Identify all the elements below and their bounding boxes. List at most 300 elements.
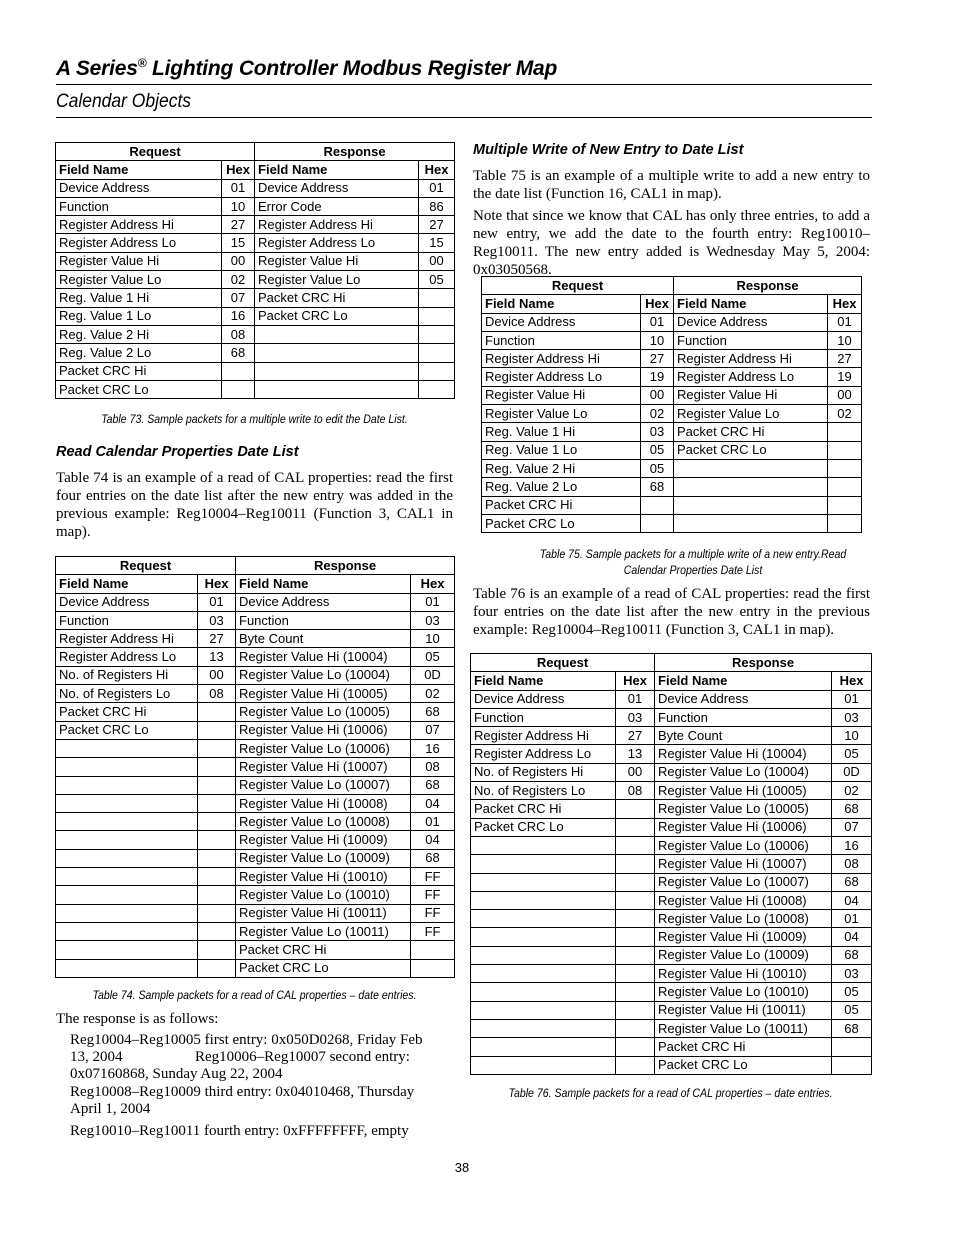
response-field-cell bbox=[255, 344, 419, 362]
table-row bbox=[56, 904, 455, 922]
response-header: Response bbox=[655, 654, 872, 672]
response-hex-cell: 01 bbox=[411, 813, 455, 831]
response-field-cell: Register Value Hi (10009) bbox=[655, 928, 832, 946]
request-hex-cell: 27 bbox=[198, 630, 236, 648]
table-row bbox=[56, 941, 455, 959]
response-hex-cell bbox=[419, 289, 455, 307]
response-field-cell: Byte Count bbox=[655, 727, 832, 745]
table-row bbox=[471, 800, 872, 818]
request-field-cell bbox=[471, 1056, 616, 1074]
response-line-3: Reg10010–Reg10011 fourth entry: 0xFFFFFFFF, empty bbox=[70, 1123, 409, 1139]
response-hex-cell: 02 bbox=[411, 685, 455, 703]
request-field-cell: Register Address Hi bbox=[56, 216, 222, 234]
response-hex-cell: 03 bbox=[832, 965, 872, 983]
table-header-row bbox=[56, 143, 455, 161]
response-field-cell: Register Value Lo (10007) bbox=[236, 776, 411, 794]
response-field-cell bbox=[255, 380, 419, 398]
table-row bbox=[471, 745, 872, 763]
response-field-cell: Register Value Lo (10006) bbox=[236, 739, 411, 757]
request-field-cell: Register Value Hi bbox=[56, 252, 222, 270]
table-header-row bbox=[471, 654, 872, 672]
response-hex-cell bbox=[828, 496, 862, 514]
request-field-cell bbox=[471, 928, 616, 946]
response-hex-cell: 68 bbox=[411, 703, 455, 721]
response-hex-cell: FF bbox=[411, 922, 455, 940]
request-hex-cell bbox=[198, 758, 236, 776]
response-hex-cell: 01 bbox=[419, 179, 455, 197]
table-row bbox=[56, 307, 455, 325]
page-number: 38 bbox=[454, 1160, 470, 1175]
request-hex-cell: 01 bbox=[641, 313, 674, 331]
request-hex-cell bbox=[198, 739, 236, 757]
table-subheader-row bbox=[56, 575, 455, 593]
table-row bbox=[471, 708, 872, 726]
response-line-2a: Reg10008–Reg10009 third entry: 0x04010468, Thursday bbox=[70, 1084, 415, 1100]
request-hex-cell bbox=[616, 965, 655, 983]
subtitle-rule bbox=[56, 117, 872, 118]
request-hex-cell bbox=[222, 362, 255, 380]
response-hex-cell: 68 bbox=[832, 946, 872, 964]
request-field-cell bbox=[471, 836, 616, 854]
request-hex-cell bbox=[616, 946, 655, 964]
request-hex-cell: 16 bbox=[222, 307, 255, 325]
response-hex-cell bbox=[419, 307, 455, 325]
response-hex-cell: 08 bbox=[411, 758, 455, 776]
request-header: Request bbox=[471, 654, 655, 672]
response-field-cell: Function bbox=[655, 708, 832, 726]
request-field-cell bbox=[471, 873, 616, 891]
response-hex-cell: 02 bbox=[832, 782, 872, 800]
request-hex-cell: 27 bbox=[616, 727, 655, 745]
field-name-header: Field Name bbox=[56, 161, 222, 179]
table-73 bbox=[55, 142, 455, 399]
response-field-cell bbox=[255, 325, 419, 343]
table-row bbox=[471, 946, 872, 964]
response-hex-cell: 07 bbox=[411, 721, 455, 739]
response-field-cell: Function bbox=[674, 331, 828, 349]
request-hex-cell bbox=[616, 1038, 655, 1056]
request-hex-cell bbox=[198, 959, 236, 977]
response-header: Response bbox=[674, 277, 862, 295]
request-field-cell: Reg. Value 1 Lo bbox=[56, 307, 222, 325]
table-row bbox=[482, 313, 862, 331]
response-field-cell bbox=[674, 478, 828, 496]
table-subheader-row bbox=[56, 161, 455, 179]
response-hex-cell: 05 bbox=[411, 648, 455, 666]
table-row bbox=[56, 831, 455, 849]
request-field-cell bbox=[56, 959, 198, 977]
table-row bbox=[56, 922, 455, 940]
request-field-cell: No. of Registers Lo bbox=[56, 685, 198, 703]
table-row bbox=[471, 873, 872, 891]
request-field-cell: Reg. Value 1 Lo bbox=[482, 441, 641, 459]
table-subheader-row bbox=[471, 672, 872, 690]
request-hex-cell: 02 bbox=[641, 405, 674, 423]
response-field-cell: Register Value Lo (10004) bbox=[655, 763, 832, 781]
request-field-cell: Reg. Value 2 Hi bbox=[56, 325, 222, 343]
request-hex-cell bbox=[616, 910, 655, 928]
response-field-cell: Register Value Hi (10009) bbox=[236, 831, 411, 849]
request-hex-cell bbox=[198, 886, 236, 904]
response-line-2b: April 1, 2004 bbox=[70, 1101, 151, 1117]
request-field-cell bbox=[56, 849, 198, 867]
table-header-row bbox=[56, 557, 455, 575]
request-field-cell bbox=[471, 1019, 616, 1037]
response-hex-cell: 01 bbox=[832, 690, 872, 708]
table-row bbox=[482, 459, 862, 477]
multiple-write-paragraph-1: Table 75 is an example of a multiple write to add a new entry to the date list (Function 16, CAL1 in map). bbox=[473, 168, 870, 202]
table-row bbox=[56, 813, 455, 831]
response-hex-cell: 00 bbox=[419, 252, 455, 270]
request-field-cell bbox=[471, 910, 616, 928]
response-field-cell bbox=[674, 514, 828, 532]
response-field-cell: Register Value Lo (10007) bbox=[655, 873, 832, 891]
table-75 bbox=[481, 276, 862, 533]
request-hex-cell bbox=[222, 380, 255, 398]
request-field-cell: Register Address Hi bbox=[56, 630, 198, 648]
request-hex-cell bbox=[616, 1001, 655, 1019]
request-field-cell bbox=[56, 831, 198, 849]
table-row bbox=[56, 593, 455, 611]
request-hex-cell bbox=[198, 721, 236, 739]
table-row bbox=[56, 959, 455, 977]
table-row bbox=[56, 325, 455, 343]
table-row bbox=[482, 423, 862, 441]
request-field-cell bbox=[56, 922, 198, 940]
request-hex-cell bbox=[616, 928, 655, 946]
response-field-cell: Register Value Hi (10004) bbox=[236, 648, 411, 666]
request-field-cell bbox=[471, 1001, 616, 1019]
response-hex-cell: 02 bbox=[828, 405, 862, 423]
response-field-cell: Device Address bbox=[255, 179, 419, 197]
request-hex-cell bbox=[198, 941, 236, 959]
request-field-cell bbox=[471, 965, 616, 983]
request-field-cell bbox=[56, 813, 198, 831]
response-field-cell: Register Value Lo (10008) bbox=[655, 910, 832, 928]
response-hex-cell: 05 bbox=[832, 983, 872, 1001]
request-header: Request bbox=[56, 557, 236, 575]
request-field-cell bbox=[471, 1038, 616, 1056]
table-row bbox=[56, 648, 455, 666]
response-field-cell: Register Value Lo (10009) bbox=[236, 849, 411, 867]
request-hex-cell: 00 bbox=[616, 763, 655, 781]
request-field-cell: Packet CRC Lo bbox=[482, 514, 641, 532]
table-row bbox=[56, 886, 455, 904]
request-hex-cell bbox=[198, 904, 236, 922]
response-header: Response bbox=[236, 557, 455, 575]
table-76-paragraph: Table 76 is an example of a read of CAL properties: read the first four entries on the date list after the new entry in the previous example: Reg10004–Reg10011 (Function 3, CAL1 in map). bbox=[473, 586, 870, 638]
response-hex-cell: 04 bbox=[411, 831, 455, 849]
response-field-cell: Packet CRC Lo bbox=[236, 959, 411, 977]
request-field-cell: Register Value Hi bbox=[482, 386, 641, 404]
response-line-1c: Reg10006–Reg10007 second entry: bbox=[195, 1049, 410, 1065]
table-row bbox=[482, 441, 862, 459]
response-hex-cell: FF bbox=[411, 886, 455, 904]
request-hex-cell bbox=[616, 800, 655, 818]
request-field-cell: Reg. Value 1 Hi bbox=[482, 423, 641, 441]
table-row bbox=[471, 1038, 872, 1056]
response-hex-cell: 27 bbox=[828, 350, 862, 368]
request-hex-cell: 03 bbox=[616, 708, 655, 726]
response-field-cell: Register Value Hi (10005) bbox=[236, 685, 411, 703]
request-hex-cell: 05 bbox=[641, 441, 674, 459]
table-row bbox=[56, 611, 455, 629]
response-hex-cell: 03 bbox=[832, 708, 872, 726]
response-field-cell bbox=[674, 496, 828, 514]
response-field-cell: Packet CRC Lo bbox=[255, 307, 419, 325]
response-hex-cell: 68 bbox=[832, 800, 872, 818]
response-line-1b: 13, 2004 bbox=[70, 1049, 123, 1065]
table-row bbox=[471, 818, 872, 836]
response-hex-cell: 04 bbox=[832, 891, 872, 909]
request-hex-cell bbox=[616, 983, 655, 1001]
table-row bbox=[56, 868, 455, 886]
table-row bbox=[471, 965, 872, 983]
request-hex-cell bbox=[198, 703, 236, 721]
response-hex-cell: FF bbox=[411, 904, 455, 922]
response-field-cell: Register Value Hi (10005) bbox=[655, 782, 832, 800]
response-field-cell: Function bbox=[236, 611, 411, 629]
table-75-caption bbox=[491, 546, 896, 578]
hex-header: Hex bbox=[222, 161, 255, 179]
table-row bbox=[471, 727, 872, 745]
request-hex-cell: 27 bbox=[222, 216, 255, 234]
request-field-cell bbox=[56, 941, 198, 959]
request-field-cell: Register Value Lo bbox=[482, 405, 641, 423]
table-header-row bbox=[482, 277, 862, 295]
multiple-write-paragraph-2: Note that since we know that CAL has only three entries, to add a new entry, we add the date to the fourth entry: Reg10010–Reg10011. The new entry added is Wednesday May 5, 2004: 0x03050568. bbox=[473, 208, 870, 278]
table-row bbox=[56, 252, 455, 270]
table-row bbox=[471, 690, 872, 708]
response-field-cell: Register Value Lo (10005) bbox=[655, 800, 832, 818]
response-hex-cell bbox=[828, 423, 862, 441]
request-field-cell: Packet CRC Lo bbox=[56, 721, 198, 739]
read-calendar-paragraph: Table 74 is an example of a read of CAL properties: read the first four entries on the date list after the new entry was added in the previous example: Reg10004–Reg10011 (Function 3, CAL1 in map). bbox=[56, 470, 453, 540]
request-hex-cell: 07 bbox=[222, 289, 255, 307]
request-field-cell: Function bbox=[56, 611, 198, 629]
table-row bbox=[471, 1001, 872, 1019]
response-hex-cell bbox=[419, 325, 455, 343]
request-hex-cell bbox=[198, 794, 236, 812]
request-field-cell bbox=[56, 904, 198, 922]
request-field-cell: Device Address bbox=[56, 593, 198, 611]
request-field-cell bbox=[471, 946, 616, 964]
table-row bbox=[56, 849, 455, 867]
hex-header: Hex bbox=[832, 672, 872, 690]
request-field-cell: Reg. Value 2 Hi bbox=[482, 459, 641, 477]
response-hex-cell bbox=[832, 1038, 872, 1056]
table-row bbox=[471, 836, 872, 854]
table-row bbox=[482, 405, 862, 423]
response-field-cell bbox=[255, 362, 419, 380]
request-hex-cell: 01 bbox=[616, 690, 655, 708]
table-row bbox=[56, 362, 455, 380]
request-field-cell: Register Value Lo bbox=[56, 271, 222, 289]
request-hex-cell bbox=[641, 496, 674, 514]
response-line-1a: Reg10004–Reg10005 first entry: 0x050D0268, Friday Feb bbox=[70, 1032, 423, 1048]
request-hex-cell: 13 bbox=[616, 745, 655, 763]
request-field-cell bbox=[471, 855, 616, 873]
field-name-header: Field Name bbox=[56, 575, 198, 593]
response-field-cell: Register Value Hi bbox=[255, 252, 419, 270]
table-row bbox=[471, 983, 872, 1001]
response-field-cell: Register Address Lo bbox=[674, 368, 828, 386]
table-row bbox=[56, 289, 455, 307]
response-field-cell: Register Value Lo (10006) bbox=[655, 836, 832, 854]
response-hex-cell: 0D bbox=[832, 763, 872, 781]
request-hex-cell: 05 bbox=[641, 459, 674, 477]
request-field-cell: Register Address Lo bbox=[56, 648, 198, 666]
request-hex-cell: 00 bbox=[641, 386, 674, 404]
response-hex-cell: 00 bbox=[828, 386, 862, 404]
response-field-cell: Device Address bbox=[236, 593, 411, 611]
request-field-cell: Reg. Value 2 Lo bbox=[56, 344, 222, 362]
request-hex-cell bbox=[616, 891, 655, 909]
response-field-cell: Packet CRC Hi bbox=[236, 941, 411, 959]
response-field-cell: Packet CRC Hi bbox=[255, 289, 419, 307]
table-row bbox=[471, 855, 872, 873]
table-row bbox=[56, 271, 455, 289]
request-field-cell: Packet CRC Hi bbox=[482, 496, 641, 514]
response-field-cell: Packet CRC Lo bbox=[674, 441, 828, 459]
response-header: Response bbox=[255, 143, 455, 161]
request-hex-cell bbox=[616, 855, 655, 873]
request-hex-cell: 27 bbox=[641, 350, 674, 368]
response-hex-cell bbox=[411, 941, 455, 959]
response-field-cell: Register Address Hi bbox=[674, 350, 828, 368]
table-row bbox=[471, 910, 872, 928]
table-row bbox=[482, 496, 862, 514]
response-hex-cell: 19 bbox=[828, 368, 862, 386]
table-row bbox=[482, 514, 862, 532]
response-hex-cell: 16 bbox=[411, 739, 455, 757]
response-hex-cell: 68 bbox=[832, 873, 872, 891]
request-hex-cell bbox=[198, 922, 236, 940]
table-75-caption-line-1: Table 75. Sample packets for a multiple write of a new entry.Read bbox=[539, 547, 847, 561]
response-hex-cell: 68 bbox=[411, 776, 455, 794]
request-hex-cell: 08 bbox=[616, 782, 655, 800]
request-field-cell bbox=[471, 891, 616, 909]
request-hex-cell: 02 bbox=[222, 271, 255, 289]
response-field-cell: Register Value Lo (10009) bbox=[655, 946, 832, 964]
request-field-cell: Device Address bbox=[471, 690, 616, 708]
field-name-header: Field Name bbox=[255, 161, 419, 179]
response-hex-cell: 0D bbox=[411, 666, 455, 684]
response-hex-cell: 10 bbox=[832, 727, 872, 745]
response-field-cell: Register Value Hi (10008) bbox=[236, 794, 411, 812]
response-field-cell: Register Address Hi bbox=[255, 216, 419, 234]
response-field-cell: Packet CRC Hi bbox=[655, 1038, 832, 1056]
field-name-header: Field Name bbox=[482, 295, 641, 313]
request-hex-cell: 01 bbox=[222, 179, 255, 197]
table-row bbox=[56, 758, 455, 776]
response-field-cell bbox=[674, 459, 828, 477]
section-subtitle: Calendar Objects bbox=[56, 91, 192, 112]
table-row bbox=[56, 739, 455, 757]
request-field-cell: Packet CRC Hi bbox=[471, 800, 616, 818]
request-header: Request bbox=[56, 143, 255, 161]
request-hex-cell bbox=[616, 836, 655, 854]
request-hex-cell: 68 bbox=[641, 478, 674, 496]
request-field-cell: Reg. Value 2 Lo bbox=[482, 478, 641, 496]
request-field-cell bbox=[56, 794, 198, 812]
table-row bbox=[471, 763, 872, 781]
response-hex-cell: FF bbox=[411, 868, 455, 886]
response-field-cell: Register Value Lo (10011) bbox=[236, 922, 411, 940]
table-row bbox=[56, 666, 455, 684]
request-field-cell: Register Address Lo bbox=[471, 745, 616, 763]
hex-header: Hex bbox=[641, 295, 674, 313]
table-row bbox=[471, 1019, 872, 1037]
response-hex-cell: 05 bbox=[419, 271, 455, 289]
table-row bbox=[56, 344, 455, 362]
request-field-cell: Register Address Lo bbox=[56, 234, 222, 252]
table-row bbox=[56, 630, 455, 648]
request-hex-cell bbox=[616, 1056, 655, 1074]
request-field-cell bbox=[56, 776, 198, 794]
hex-header: Hex bbox=[616, 672, 655, 690]
request-field-cell bbox=[56, 758, 198, 776]
hex-header: Hex bbox=[411, 575, 455, 593]
request-field-cell: Register Address Hi bbox=[471, 727, 616, 745]
table-row bbox=[471, 1056, 872, 1074]
page-title: A Series® Lighting Controller Modbus Register Map bbox=[56, 56, 558, 80]
request-hex-cell bbox=[616, 873, 655, 891]
table-75-caption-line-2: Calendar Properties Date List bbox=[623, 563, 763, 577]
response-hex-cell bbox=[419, 362, 455, 380]
response-hex-cell: 03 bbox=[411, 611, 455, 629]
response-field-cell: Register Value Lo bbox=[674, 405, 828, 423]
request-field-cell: Packet CRC Lo bbox=[56, 380, 222, 398]
request-hex-cell: 10 bbox=[641, 331, 674, 349]
hex-header: Hex bbox=[828, 295, 862, 313]
response-hex-cell bbox=[832, 1056, 872, 1074]
request-hex-cell: 15 bbox=[222, 234, 255, 252]
response-hex-cell bbox=[828, 459, 862, 477]
request-field-cell: Device Address bbox=[56, 179, 222, 197]
response-field-cell: Register Value Hi (10011) bbox=[236, 904, 411, 922]
table-row bbox=[482, 386, 862, 404]
response-field-cell: Register Value Hi (10007) bbox=[655, 855, 832, 873]
section-heading-read-calendar: Read Calendar Properties Date List bbox=[56, 444, 299, 460]
field-name-header: Field Name bbox=[236, 575, 411, 593]
request-hex-cell: 03 bbox=[641, 423, 674, 441]
table-row bbox=[471, 891, 872, 909]
request-field-cell: Function bbox=[482, 331, 641, 349]
response-hex-cell: 16 bbox=[832, 836, 872, 854]
request-hex-cell: 00 bbox=[198, 666, 236, 684]
response-field-cell: Device Address bbox=[655, 690, 832, 708]
section-heading-multiple-write: Multiple Write of New Entry to Date List bbox=[473, 142, 744, 158]
table-row bbox=[471, 928, 872, 946]
table-row bbox=[56, 794, 455, 812]
response-field-cell: Register Value Lo (10005) bbox=[236, 703, 411, 721]
hex-header: Hex bbox=[198, 575, 236, 593]
response-hex-cell bbox=[828, 514, 862, 532]
request-hex-cell: 19 bbox=[641, 368, 674, 386]
response-hex-cell: 15 bbox=[419, 234, 455, 252]
response-line-1d: 0x07160868, Sunday Aug 22, 2004 bbox=[70, 1066, 283, 1082]
table-73-caption: Table 73. Sample packets for a multiple write to edit the Date List. bbox=[101, 412, 408, 426]
header-rule bbox=[56, 84, 872, 85]
response-field-cell: Byte Count bbox=[236, 630, 411, 648]
response-field-cell: Register Value Hi (10010) bbox=[236, 868, 411, 886]
response-field-cell: Register Value Lo (10008) bbox=[236, 813, 411, 831]
table-row bbox=[56, 721, 455, 739]
response-hex-cell: 05 bbox=[832, 745, 872, 763]
response-field-cell: Register Value Hi (10007) bbox=[236, 758, 411, 776]
request-field-cell: Packet CRC Hi bbox=[56, 703, 198, 721]
